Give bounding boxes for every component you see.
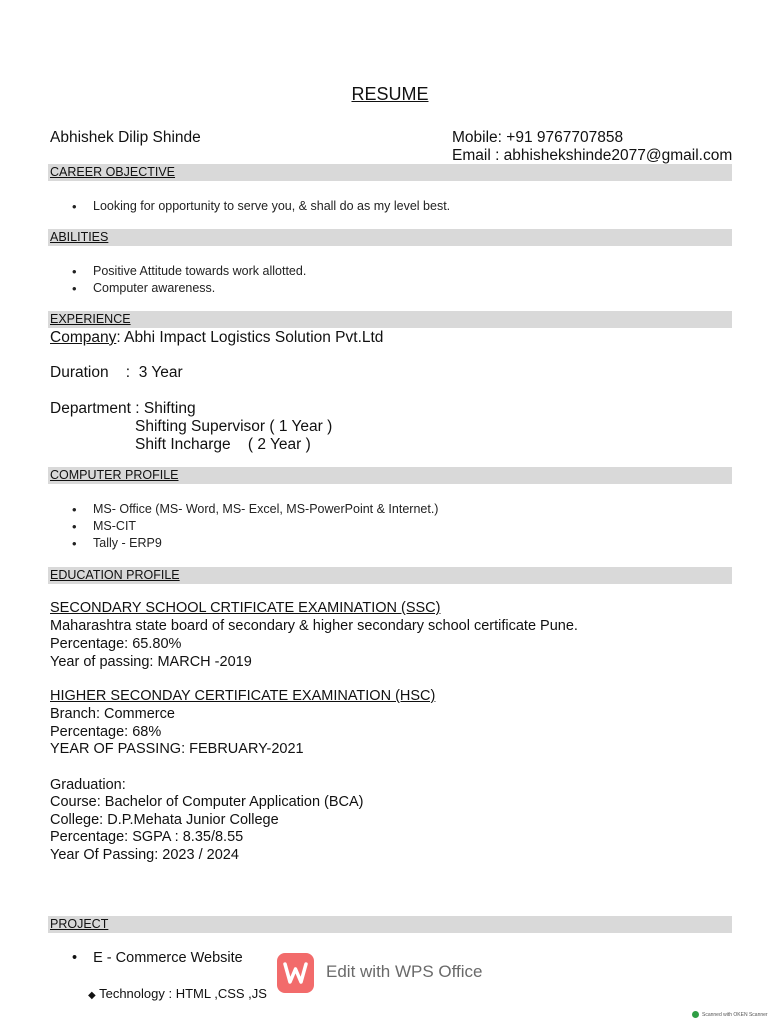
list-item: • Positive Attitude towards work allotted. bbox=[48, 263, 306, 280]
hsc-branch: Branch: Commerce bbox=[50, 706, 175, 722]
email-address: Email : abhishekshinde2077@gmail.com bbox=[452, 147, 733, 164]
technology-text: Technology : HTML ,CSS ,JS bbox=[99, 986, 267, 1001]
project-item bbox=[72, 950, 243, 967]
experience-department: Department : Shifting bbox=[50, 400, 196, 417]
page-title: RESUME bbox=[351, 84, 429, 104]
bullet-icon: • bbox=[72, 950, 78, 966]
list-item: • Tally - ERP9 bbox=[48, 535, 438, 552]
candidate-name: Abhishek Dilip Shinde bbox=[50, 129, 201, 146]
experience-duration: Duration : 3 Year bbox=[50, 364, 183, 381]
project-name: E - Commerce Website bbox=[93, 950, 243, 966]
experience-role: Shift Incharge ( 2 Year ) bbox=[135, 436, 311, 453]
graduation-course: Course: Bachelor of Computer Application (BCA) bbox=[50, 794, 364, 810]
experience-company bbox=[50, 329, 383, 347]
wps-logo-icon bbox=[277, 953, 314, 993]
mobile-number: Mobile: +91 9767707858 bbox=[452, 129, 624, 146]
section-heading-experience: EXPERIENCE bbox=[50, 312, 131, 326]
list-item: • Computer awareness. bbox=[48, 280, 306, 297]
scanner-watermark: Scanned with OKEN Scanner bbox=[702, 1012, 768, 1018]
section-heading-education-profile: EDUCATION PROFILE bbox=[50, 568, 180, 582]
section-heading-career-objective: CAREER OBJECTIVE bbox=[50, 165, 176, 179]
diamond-bullet-icon: ◆ bbox=[88, 990, 96, 1001]
list-item: • MS-CIT bbox=[48, 518, 438, 535]
list-item: • Looking for opportunity to serve you, & shall do as my level best. bbox=[48, 198, 450, 215]
section-bar-abilities bbox=[48, 229, 732, 246]
abilities-list bbox=[48, 263, 306, 297]
section-heading-computer-profile: COMPUTER PROFILE bbox=[50, 468, 179, 482]
career-objective-list bbox=[48, 198, 450, 215]
ssc-board: Maharashtra state board of secondary & higher secondary school certificate Pune. bbox=[50, 618, 578, 634]
scanner-logo-icon bbox=[692, 1011, 699, 1018]
hsc-year: YEAR OF PASSING: FEBRUARY-2021 bbox=[50, 741, 304, 757]
section-bar-career-objective bbox=[48, 164, 732, 181]
wps-edit-link[interactable]: Edit with WPS Office bbox=[326, 962, 483, 981]
hsc-percentage: Percentage: 68% bbox=[50, 724, 162, 740]
section-bar-project bbox=[48, 916, 732, 933]
graduation-college: College: D.P.Mehata Junior College bbox=[50, 812, 279, 828]
list-item: • MS- Office (MS- Word, MS- Excel, MS-PowerPoint & Internet.) bbox=[48, 501, 438, 518]
graduation-percentage: Percentage: SGPA : 8.35/8.55 bbox=[50, 829, 244, 845]
ssc-year: Year of passing: MARCH -2019 bbox=[50, 654, 252, 670]
section-heading-abilities: ABILITIES bbox=[50, 230, 109, 244]
company-label: Company bbox=[50, 329, 117, 346]
ssc-title: SECONDARY SCHOOL CRTIFICATE EXAMINATION (SSC) bbox=[50, 600, 441, 616]
section-bar-education-profile bbox=[48, 567, 732, 584]
experience-role: Shifting Supervisor ( 1 Year ) bbox=[135, 418, 333, 435]
ssc-percentage: Percentage: 65.80% bbox=[50, 636, 182, 652]
section-heading-project: PROJECT bbox=[50, 917, 109, 931]
graduation-year: Year Of Passing: 2023 / 2024 bbox=[50, 847, 239, 863]
computer-profile-list bbox=[48, 501, 438, 552]
company-value: : Abhi Impact Logistics Solution Pvt.Ltd bbox=[116, 329, 384, 346]
section-bar-computer-profile bbox=[48, 467, 732, 484]
hsc-title: HIGHER SECONDAY CERTIFICATE EXAMINATION (HSC) bbox=[50, 688, 436, 704]
section-bar-experience bbox=[48, 311, 732, 328]
graduation-label: Graduation: bbox=[50, 777, 126, 793]
project-technology bbox=[88, 986, 267, 1004]
